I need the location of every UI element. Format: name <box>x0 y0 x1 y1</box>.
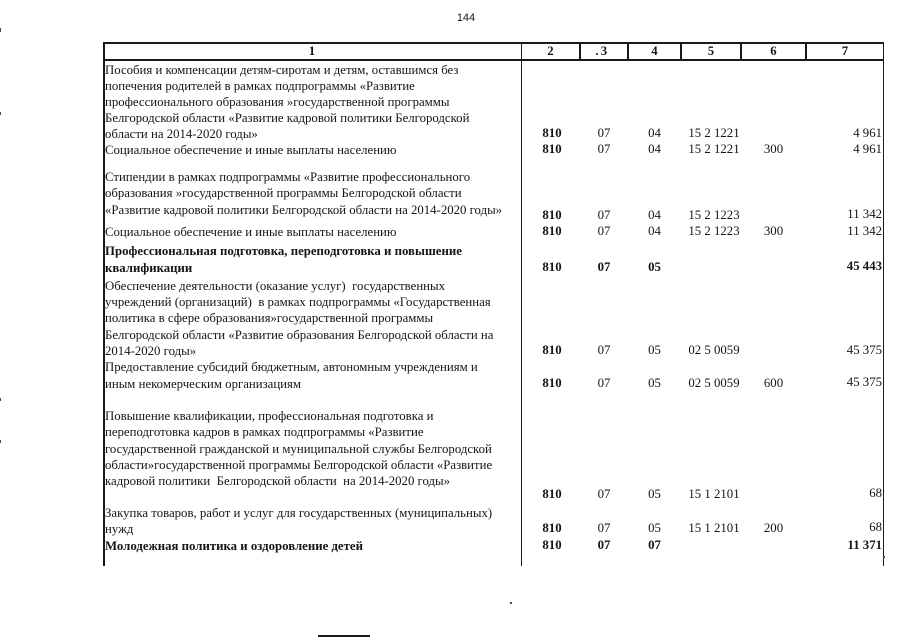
department-code-cell: 810 <box>542 142 562 156</box>
item-description-line: области»государственной программы Белгородской области «Развитие <box>105 458 493 472</box>
amount-cell: 11 371 <box>847 538 882 552</box>
header-col-5: 5 <box>707 44 715 58</box>
item-description-line: области на 2014-2020 годы» <box>105 127 258 141</box>
department-code-cell: 810 <box>542 224 562 238</box>
department-code-cell: 810 <box>542 487 562 501</box>
subsection-code-cell: 07 <box>648 538 661 552</box>
section-code-cell: 07 <box>597 142 611 156</box>
subsection-code-cell: 04 <box>648 224 661 238</box>
section-code-cell: 07 <box>597 260 611 274</box>
footer-rule <box>318 635 370 637</box>
scan-speck <box>0 398 1 401</box>
item-description-line: учреждений (организаций) в рамках подпрограммы «Государственная <box>105 295 491 309</box>
scan-speck <box>596 53 598 55</box>
target-item-code-cell: 15 2 1223 <box>688 224 740 238</box>
scan-speck <box>510 602 512 604</box>
target-item-code-cell: 15 2 1221 <box>688 126 740 140</box>
header-col-7: 7 <box>841 44 849 58</box>
amount-cell: 45 443 <box>846 259 882 273</box>
subsection-code-cell: 05 <box>648 487 661 501</box>
department-code-cell: 810 <box>542 126 562 140</box>
item-description-line: политика в сфере образования»государственной программы <box>105 311 434 325</box>
item-description-line: Обеспечение деятельности (оказание услуг) государственных <box>105 279 446 293</box>
department-code-cell: 810 <box>542 376 562 390</box>
section-heading-line: квалификации <box>105 261 193 275</box>
amount-cell: 11 342 <box>847 224 882 238</box>
item-description-line: Белгородской области «Развитие кадровой политики Белгородской <box>105 111 470 125</box>
expense-type-code-cell: 300 <box>763 224 784 238</box>
scan-speck <box>883 556 885 558</box>
section-heading-line: Молодежная политика и оздоровление детей <box>105 539 363 553</box>
item-description-line: 2014-2020 годы» <box>105 344 197 358</box>
scan-speck <box>0 440 1 443</box>
department-code-cell: 810 <box>542 260 562 274</box>
table-right-border <box>883 42 885 566</box>
expense-type-code-cell: 200 <box>763 521 784 535</box>
item-description-line: профессионального образования »государственной программы <box>105 95 450 109</box>
item-description-line: Социальное обеспечение и иные выплаты населению <box>105 143 397 157</box>
section-code-cell: 07 <box>597 376 611 390</box>
scan-speck <box>0 112 1 115</box>
target-item-code-cell: 15 1 2101 <box>688 521 740 535</box>
item-description-line: кадровой политики Белгородской области на 2014-2020 годы» <box>105 474 451 488</box>
department-code-cell: 810 <box>542 208 562 222</box>
item-description-line: Белгородской области «Развитие образования Белгородской области на <box>105 328 494 342</box>
item-description-line: «Развитие кадровой политики Белгородской области на 2014-2020 годы» <box>105 203 503 217</box>
amount-cell: 45 375 <box>846 375 882 389</box>
section-code-cell: 07 <box>597 224 611 238</box>
amount-cell: 4 961 <box>853 142 882 156</box>
department-code-cell: 810 <box>542 521 562 535</box>
subsection-code-cell: 04 <box>648 126 661 140</box>
header-bottom-border <box>103 59 884 61</box>
item-description-line: переподготовка кадров в рамках подпрограммы «Развитие <box>105 425 424 439</box>
expense-type-code-cell: 600 <box>763 376 784 390</box>
header-col-3: 3 <box>600 44 608 58</box>
target-item-code-cell: 15 2 1221 <box>688 142 740 156</box>
header-col-2: 2 <box>547 44 554 58</box>
item-description-line: государственной гражданской и муниципальной службы Белгородской <box>105 442 492 456</box>
target-item-code-cell: 15 1 2101 <box>688 487 740 501</box>
item-description-line: Предоставление субсидий бюджетным, автономным учреждениям и <box>105 360 478 374</box>
target-item-code-cell: 15 2 1223 <box>688 208 740 222</box>
item-description-line: нужд <box>105 522 134 536</box>
amount-cell: 68 <box>869 520 882 534</box>
item-description-line: Повышение квалификации, профессиональная подготовка и <box>105 409 434 423</box>
section-code-cell: 07 <box>597 343 611 357</box>
department-code-cell: 810 <box>542 343 562 357</box>
item-description-line: иным некомерческим организациям <box>105 377 302 391</box>
subsection-code-cell: 05 <box>648 343 661 357</box>
target-item-code-cell: 02 5 0059 <box>688 343 740 357</box>
item-description-line: образования »государственной программы Белгородской области <box>105 186 462 200</box>
section-heading-line: Профессиональная подготовка, переподготовка и повышение <box>105 244 462 258</box>
header-col-1: 1 <box>308 44 316 58</box>
page-number: 144 <box>456 12 476 24</box>
expense-type-code-cell: 300 <box>763 142 784 156</box>
item-description-line: Социальное обеспечение и иные выплаты населению <box>105 225 397 239</box>
item-description-line: Пособия и компенсации детям-сиротам и детям, оставшимся без <box>105 63 459 77</box>
section-code-cell: 07 <box>597 208 611 222</box>
target-item-code-cell: 02 5 0059 <box>688 376 740 390</box>
subsection-code-cell: 04 <box>648 142 661 156</box>
subsection-code-cell: 05 <box>648 521 661 535</box>
department-code-cell: 810 <box>542 538 562 552</box>
item-description-line: Закупка товаров, работ и услуг для государственных (муниципальных) <box>105 506 493 520</box>
header-col-6: 6 <box>770 44 777 58</box>
section-code-cell: 07 <box>597 538 611 552</box>
amount-cell: 68 <box>869 486 882 500</box>
subsection-code-cell: 04 <box>648 208 661 222</box>
subsection-code-cell: 05 <box>648 260 661 274</box>
section-code-cell: 07 <box>597 126 611 140</box>
scan-speck <box>0 28 1 32</box>
amount-cell: 45 375 <box>846 343 882 357</box>
header-col-4: 4 <box>651 44 658 58</box>
item-description-line: Стипендии в рамках подпрограммы «Развитие профессионального <box>105 170 471 184</box>
amount-cell: 4 961 <box>853 126 882 140</box>
amount-cell: 11 342 <box>847 207 882 221</box>
subsection-code-cell: 05 <box>648 376 661 390</box>
item-description-line: попечения родителей в рамках подпрограммы «Развитие <box>105 79 415 93</box>
section-code-cell: 07 <box>597 487 611 501</box>
section-code-cell: 07 <box>597 521 611 535</box>
